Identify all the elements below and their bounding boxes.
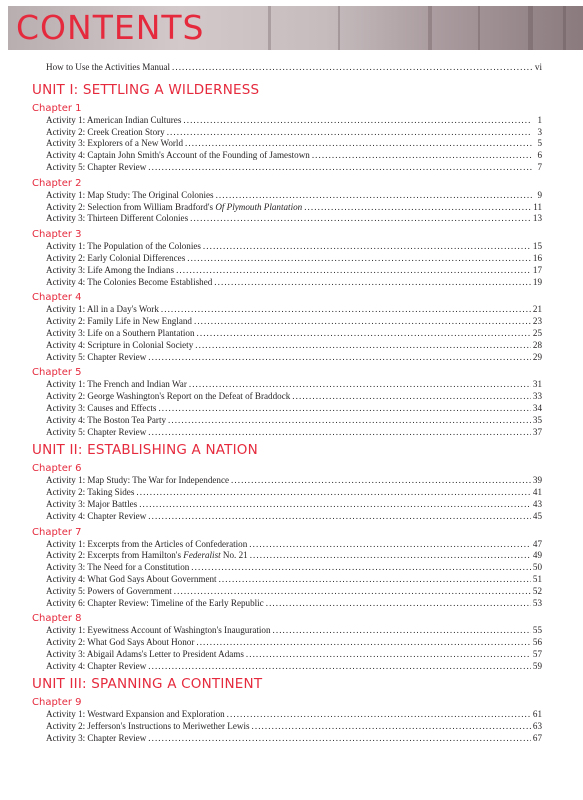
chapter-heading[interactable]: Chapter 5 (32, 367, 82, 379)
entry-page-number: 59 (532, 660, 542, 671)
entry-title (46, 511, 146, 523)
dot-leader (266, 598, 531, 610)
entry-title-text: Activity 2: Taking Sides (46, 487, 135, 498)
dot-leader (158, 403, 530, 415)
dot-leader (196, 637, 531, 649)
chapter-section (32, 228, 542, 288)
entry-page-number: 3 (537, 126, 542, 137)
entry-page-number: 28 (532, 339, 542, 350)
entry-title-text: Activity 2: Selection from William Bradford's (46, 201, 216, 212)
dot-leader (249, 539, 531, 551)
entry-title-text: Activity 2: Excerpts from Hamilton's (46, 550, 184, 561)
toc-activity-entry[interactable] (32, 499, 542, 511)
entry-title (46, 661, 146, 673)
chapter-heading[interactable]: Chapter 1 (32, 102, 82, 114)
unit-section (32, 82, 542, 439)
entry-title: How to Use the Activities Manual (46, 62, 171, 72)
toc-activity-entry[interactable] (32, 415, 542, 427)
dot-leader (312, 150, 532, 162)
entry-title-text: Activity 2: George Washington's Report on the Defeat of Braddock (46, 391, 291, 402)
entry-page-number: 37 (532, 426, 542, 437)
entry-page-number: 29 (532, 351, 542, 362)
entry-title-text: Activity 1: Map Study: The Original Colonies (46, 189, 214, 200)
entry-page-number: 13 (532, 213, 542, 224)
entry-page-number: vi (534, 62, 542, 72)
entry-title (46, 138, 183, 150)
entry-title (46, 733, 146, 745)
entry-title (46, 150, 310, 162)
dot-leader (136, 487, 531, 499)
entry-title (46, 403, 156, 415)
entry-page-number: 35 (532, 414, 542, 425)
entry-title (46, 328, 195, 340)
chapter-section (32, 291, 542, 363)
chapter-section (32, 366, 542, 438)
unit-heading[interactable]: UNIT III: SPANNING A CONTINENT (32, 676, 263, 693)
entry-title (46, 241, 201, 253)
chapter-heading[interactable]: Chapter 3 (32, 229, 82, 241)
dot-leader (148, 352, 531, 364)
chapter-section (32, 102, 542, 174)
dot-leader (161, 304, 531, 316)
entry-title (46, 499, 137, 511)
entry-title-text: Activity 6: Chapter Review: Timeline of the Early Republic (46, 597, 264, 608)
dot-leader (167, 127, 532, 139)
unit-heading[interactable]: UNIT I: SETTLING A WILDERNESS (32, 81, 260, 98)
toc-activity-entry[interactable] (32, 352, 542, 364)
entry-page-number: 17 (532, 264, 542, 275)
chapter-heading[interactable]: Chapter 4 (32, 292, 82, 304)
entry-title (46, 202, 302, 214)
entry-title-text: Activity 3: Major Battles (46, 498, 138, 509)
entry-title (46, 487, 134, 499)
toc-activity-entry[interactable] (32, 598, 542, 610)
entry-page-number: 23 (532, 316, 542, 327)
dot-leader (250, 550, 531, 562)
table-of-contents (32, 56, 542, 749)
entry-title (46, 316, 192, 328)
entry-page-number: 1 (537, 114, 542, 125)
entry-title (46, 574, 217, 586)
entry-page-number: 6 (537, 150, 542, 161)
dot-leader (189, 379, 531, 391)
entry-title (46, 709, 225, 721)
entry-title-text: Activity 3: Life Among the Indians (46, 264, 175, 275)
entry-title (46, 304, 159, 316)
dot-leader (292, 391, 531, 403)
entry-title-text: Activity 1: Map Study: The War for Independence (46, 475, 230, 486)
toc-activity-entry[interactable] (32, 427, 542, 439)
entry-title-text: Activity 4: What God Says About Government (46, 573, 217, 584)
toc-activity-entry[interactable] (32, 562, 542, 574)
entry-title-text: Activity 3: Chapter Review (46, 733, 147, 744)
entry-page-number: 7 (537, 161, 542, 172)
entry-title (46, 265, 174, 277)
entry-page-number: 52 (532, 585, 542, 596)
toc-activity-entry[interactable] (32, 115, 542, 127)
entry-title (46, 539, 247, 551)
entry-page-number: 9 (537, 189, 542, 200)
toc-activity-entry[interactable] (32, 213, 542, 225)
toc-intro-entry[interactable] (32, 62, 542, 74)
entry-title (46, 598, 264, 610)
dot-leader (148, 511, 531, 523)
dot-leader (194, 316, 531, 328)
dot-leader (203, 241, 531, 253)
entry-page-number: 51 (532, 573, 542, 584)
entry-page-number: 61 (532, 709, 542, 720)
toc-activity-entry[interactable] (32, 487, 542, 499)
entry-title-text: Activity 4: Chapter Review (46, 660, 147, 671)
chapter-section (32, 526, 542, 610)
entry-title-text: Activity 1: The Population of the Colonies (46, 241, 201, 252)
dot-leader (231, 475, 531, 487)
entry-title-text: Activity 2: Creek Creation Story (46, 126, 165, 137)
entry-page-number: 11 (533, 201, 542, 212)
entry-title-text: Activity 4: The Colonies Become Established (46, 276, 213, 287)
chapter-section (32, 612, 542, 672)
entry-page-number: 34 (532, 402, 542, 413)
dot-leader (187, 253, 531, 265)
dot-leader (183, 115, 532, 127)
entry-title-italic: Of Plymouth Plantation (215, 201, 303, 212)
entry-page-number: 47 (532, 538, 542, 549)
entry-title (46, 625, 271, 637)
entry-page-number: 49 (532, 550, 542, 561)
entry-title-text: Activity 4: Chapter Review (46, 510, 147, 521)
dot-leader (176, 265, 531, 277)
toc-activity-entry[interactable] (32, 539, 542, 551)
toc-activity-entry[interactable] (32, 253, 542, 265)
entry-title-text: Activity 3: The Need for a Constitution (46, 562, 190, 573)
chapter-heading[interactable]: Chapter 6 (32, 463, 82, 475)
entry-title (46, 637, 194, 649)
entry-page-number: 25 (532, 327, 542, 338)
entry-title-text: Activity 5: Chapter Review (46, 351, 147, 362)
toc-activity-entry[interactable] (32, 162, 542, 174)
entry-title (46, 586, 172, 598)
entry-page-number: 15 (532, 241, 542, 252)
entry-title-text: Activity 1: American Indian Cultures (46, 114, 182, 125)
toc-activity-entry[interactable] (32, 202, 542, 214)
unit-section (32, 442, 542, 672)
entry-title-text: Activity 2: Family Life in New England (46, 316, 192, 327)
dot-leader (148, 162, 532, 174)
toc-activity-entry[interactable] (32, 241, 542, 253)
entry-title-text: Activity 2: What God Says About Honor (46, 637, 195, 648)
entry-title (46, 649, 244, 661)
entry-title-text: Activity 1: Westward Expansion and Exploration (46, 709, 225, 720)
chapter-section (32, 462, 542, 522)
entry-title-text: Activity 1: Eyewitness Account of Washington's Inauguration (46, 625, 271, 636)
dot-leader (304, 202, 531, 214)
dot-leader (168, 415, 531, 427)
entry-page-number: 67 (532, 733, 542, 744)
toc-activity-entry[interactable] (32, 637, 542, 649)
chapter-heading[interactable]: Chapter 9 (32, 697, 82, 709)
toc-activity-entry[interactable] (32, 403, 542, 415)
toc-activity-entry[interactable] (32, 586, 542, 598)
toc-activity-entry[interactable] (32, 709, 542, 721)
chapter-heading[interactable]: Chapter 8 (32, 613, 82, 625)
entry-title (46, 550, 248, 562)
unit-section (32, 676, 542, 744)
dot-leader (190, 213, 531, 225)
entry-page-number: 53 (532, 597, 542, 608)
entry-title-text: Activity 4: Captain John Smith's Account of the Founding of Jamestown (46, 150, 310, 161)
toc-activity-entry[interactable] (32, 328, 542, 340)
entry-page-number: 19 (532, 276, 542, 287)
entry-page-number: 43 (532, 498, 542, 509)
entry-page-number: 33 (532, 391, 542, 402)
toc-activity-entry[interactable] (32, 511, 542, 523)
entry-title (46, 475, 229, 487)
entry-title (46, 127, 165, 139)
chapter-heading[interactable]: Chapter 7 (32, 526, 82, 538)
entry-title-text: Activity 2: Early Colonial Differences (46, 252, 186, 263)
dot-leader (214, 277, 531, 289)
toc-activity-entry[interactable] (32, 277, 542, 289)
dot-leader (252, 721, 531, 733)
entry-title (46, 162, 146, 174)
dot-leader (148, 661, 531, 673)
dot-leader (148, 427, 531, 439)
dot-leader (273, 625, 531, 637)
toc-activity-entry[interactable] (32, 661, 542, 673)
entry-title-text: Activity 3: Life on a Southern Plantation (46, 327, 195, 338)
entry-title-text: Activity 3: Explorers of a New World (46, 138, 183, 149)
entry-page-number: 63 (532, 721, 542, 732)
entry-page-number: 45 (532, 510, 542, 521)
toc-activity-entry[interactable] (32, 391, 542, 403)
toc-activity-entry[interactable] (32, 550, 542, 562)
page-title: CONTENTS (16, 8, 205, 47)
entry-page-number: 56 (532, 637, 542, 648)
entry-page-number: 41 (532, 487, 542, 498)
entry-title (46, 352, 146, 364)
entry-title (46, 721, 250, 733)
entry-title (46, 415, 166, 427)
dot-leader (172, 62, 532, 74)
dot-leader (139, 499, 531, 511)
toc-activity-entry[interactable] (32, 316, 542, 328)
toc-activity-entry[interactable] (32, 625, 542, 637)
entry-title-text: Activity 4: The Boston Tea Party (46, 414, 167, 425)
dot-leader (195, 340, 531, 352)
toc-activity-entry[interactable] (32, 190, 542, 202)
entry-title-text: Activity 3: Thirteen Different Colonies (46, 213, 189, 224)
entry-title-text: Activity 1: All in a Day's Work (46, 304, 159, 315)
entry-title-text: Activity 5: Chapter Review (46, 426, 147, 437)
dot-leader (197, 328, 531, 340)
unit-heading[interactable]: UNIT II: ESTABLISHING A NATION (32, 442, 258, 459)
entry-title (46, 427, 146, 439)
entry-page-number: 21 (532, 304, 542, 315)
entry-title-suffix: No. 21 (220, 550, 248, 561)
entry-page-number: 39 (532, 475, 542, 486)
entry-title (46, 190, 214, 202)
toc-activity-entry[interactable] (32, 574, 542, 586)
toc-activity-entry[interactable] (32, 138, 542, 150)
entry-title (46, 213, 188, 225)
entry-title-text: Activity 5: Powers of Government (46, 585, 172, 596)
entry-title (46, 562, 189, 574)
entry-title-text: Activity 3: Causes and Effects (46, 402, 157, 413)
dot-leader (227, 709, 531, 721)
toc-activity-entry[interactable] (32, 733, 542, 745)
entry-page-number: 5 (537, 138, 542, 149)
entry-title (46, 379, 187, 391)
entry-title-text: Activity 2: Jefferson's Instructions to Meriwether Lewis (46, 721, 250, 732)
entry-title (46, 340, 193, 352)
toc-activity-entry[interactable] (32, 721, 542, 733)
toc-activity-entry[interactable] (32, 150, 542, 162)
entry-page-number: 57 (532, 648, 542, 659)
header-banner (8, 6, 583, 50)
dot-leader (246, 649, 531, 661)
toc-activity-entry[interactable] (32, 649, 542, 661)
entry-title-text: Activity 4: Scripture in Colonial Society (46, 339, 194, 350)
dot-leader (219, 574, 531, 586)
toc-activity-entry[interactable] (32, 475, 542, 487)
toc-activity-entry[interactable] (32, 265, 542, 277)
dot-leader (174, 586, 531, 598)
entry-title (46, 277, 212, 289)
entry-page-number: 31 (532, 379, 542, 390)
dot-leader (185, 138, 532, 150)
toc-activity-entry[interactable] (32, 304, 542, 316)
entry-page-number: 55 (532, 625, 542, 636)
toc-activity-entry[interactable] (32, 379, 542, 391)
chapter-section (32, 177, 542, 225)
entry-page-number: 50 (532, 562, 542, 573)
entry-page-number: 16 (532, 252, 542, 263)
entry-title-text: Activity 5: Chapter Review (46, 161, 147, 172)
entry-title-text: Activity 1: Excerpts from the Articles of Confederation (46, 538, 248, 549)
dot-leader (148, 733, 531, 745)
chapter-section (32, 696, 542, 744)
entry-title (46, 391, 290, 403)
entry-title-italic: Federalist (183, 550, 221, 561)
dot-leader (216, 190, 532, 202)
dot-leader (191, 562, 531, 574)
entry-title (46, 115, 181, 127)
chapter-heading[interactable]: Chapter 2 (32, 177, 82, 189)
entry-title-text: Activity 1: The French and Indian War (46, 379, 187, 390)
toc-activity-entry[interactable] (32, 340, 542, 352)
entry-title (46, 253, 185, 265)
entry-title-text: Activity 3: Abigail Adams's Letter to President Adams (46, 648, 244, 659)
toc-activity-entry[interactable] (32, 127, 542, 139)
